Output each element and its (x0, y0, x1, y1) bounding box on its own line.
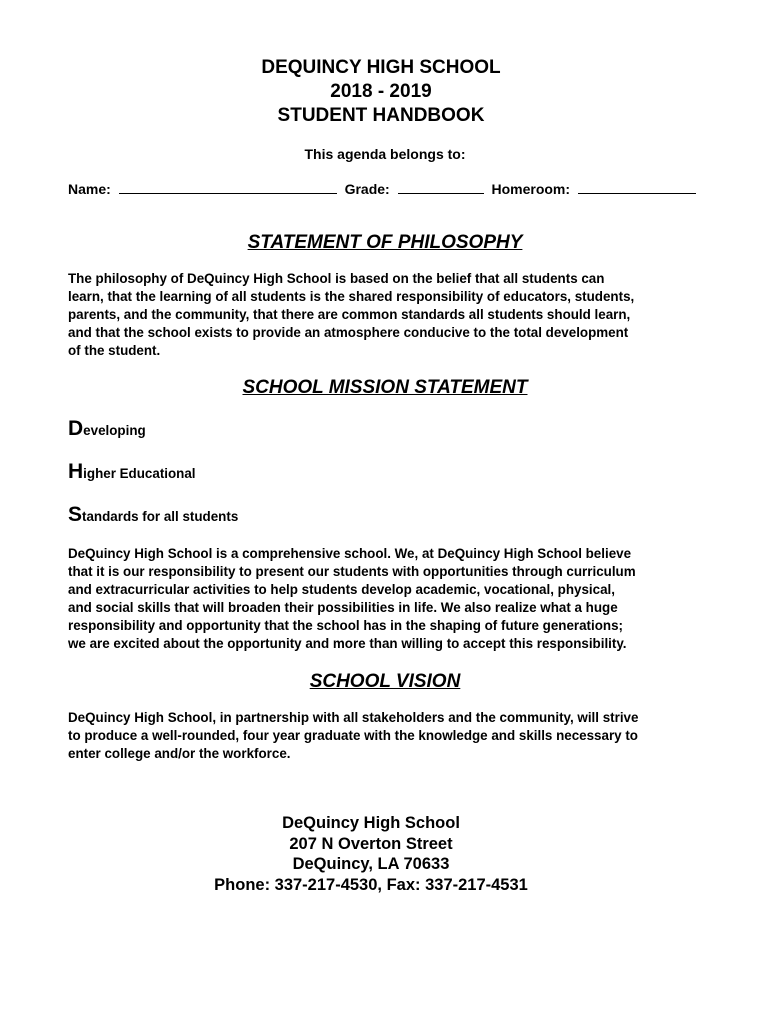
student-info-fields (68, 180, 696, 198)
paragraph-line: and that the school exists to provide an atmosphere conducive to the total development (68, 325, 629, 340)
acronym-letter: H (68, 460, 84, 483)
mission-heading: SCHOOL MISSION STATEMENT (242, 377, 528, 398)
address-street: 207 N Overton Street (289, 834, 453, 853)
acronym-line-h (68, 461, 196, 485)
paragraph-line: DeQuincy High School, in partnership with all stakeholders and the community, will strive (68, 710, 639, 725)
paragraph-line: learn, that the learning of all students is the shared responsibility of educators, students, (68, 289, 635, 304)
title-block (0, 56, 766, 128)
paragraph-line: to produce a well-rounded, four year graduate with the knowledge and skills necessary to (68, 728, 638, 743)
acronym-word: tandards for all students (82, 509, 239, 524)
name-label: Name: (68, 181, 111, 197)
school-name: DEQUINCY HIGH SCHOOL (261, 57, 501, 78)
acronym-word: eveloping (83, 423, 146, 438)
vision-heading: SCHOOL VISION (309, 671, 461, 692)
paragraph-line: and social skills that will broaden their possibilities in life. We also realize what a huge (68, 600, 618, 615)
acronym-word: igher Educational (83, 466, 196, 481)
philosophy-paragraph (68, 270, 718, 360)
acronym-line-s (68, 504, 238, 528)
acronym-line-d (68, 418, 146, 442)
homeroom-label: Homeroom: (491, 181, 571, 197)
paragraph-line: responsibility and opportunity that the school has in the shaping of future generations; (68, 618, 623, 633)
mission-paragraph (68, 545, 718, 653)
paragraph-line: we are excited about the opportunity and more than willing to accept this responsibility. (68, 636, 627, 651)
address-phone-fax: Phone: 337-217-4530, Fax: 337-217-4531 (214, 875, 528, 894)
school-address-block (0, 813, 756, 895)
paragraph-line: that it is our responsibility to present our students with opportunities through curriculum (68, 564, 636, 579)
address-school-name: DeQuincy High School (282, 814, 460, 832)
name-field[interactable] (119, 180, 337, 194)
philosophy-heading: STATEMENT OF PHILOSOPHY (247, 232, 523, 253)
document-title: STUDENT HANDBOOK (277, 105, 485, 126)
school-year: 2018 - 2019 (330, 81, 432, 102)
address-city: DeQuincy, LA 70633 (292, 855, 450, 873)
paragraph-line: The philosophy of DeQuincy High School is based on the belief that all students can (68, 271, 605, 286)
grade-field[interactable] (398, 180, 484, 194)
paragraph-line: and extracurricular activities to help students develop academic, vocational, physical, (68, 582, 615, 597)
paragraph-line: DeQuincy High School is a comprehensive school. We, at DeQuincy High School believe (68, 546, 632, 561)
paragraph-line: parents, and the community, that there are common standards all students should learn, (68, 307, 631, 322)
acronym-letter: D (68, 417, 84, 440)
belongs-to-label: This agenda belongs to: (304, 146, 466, 162)
grade-label: Grade: (344, 181, 390, 197)
paragraph-line: of the student. (68, 343, 161, 358)
vision-paragraph (68, 709, 718, 763)
acronym-letter: S (68, 503, 83, 526)
homeroom-field[interactable] (578, 180, 696, 194)
paragraph-line: enter college and/or the workforce. (68, 746, 291, 761)
